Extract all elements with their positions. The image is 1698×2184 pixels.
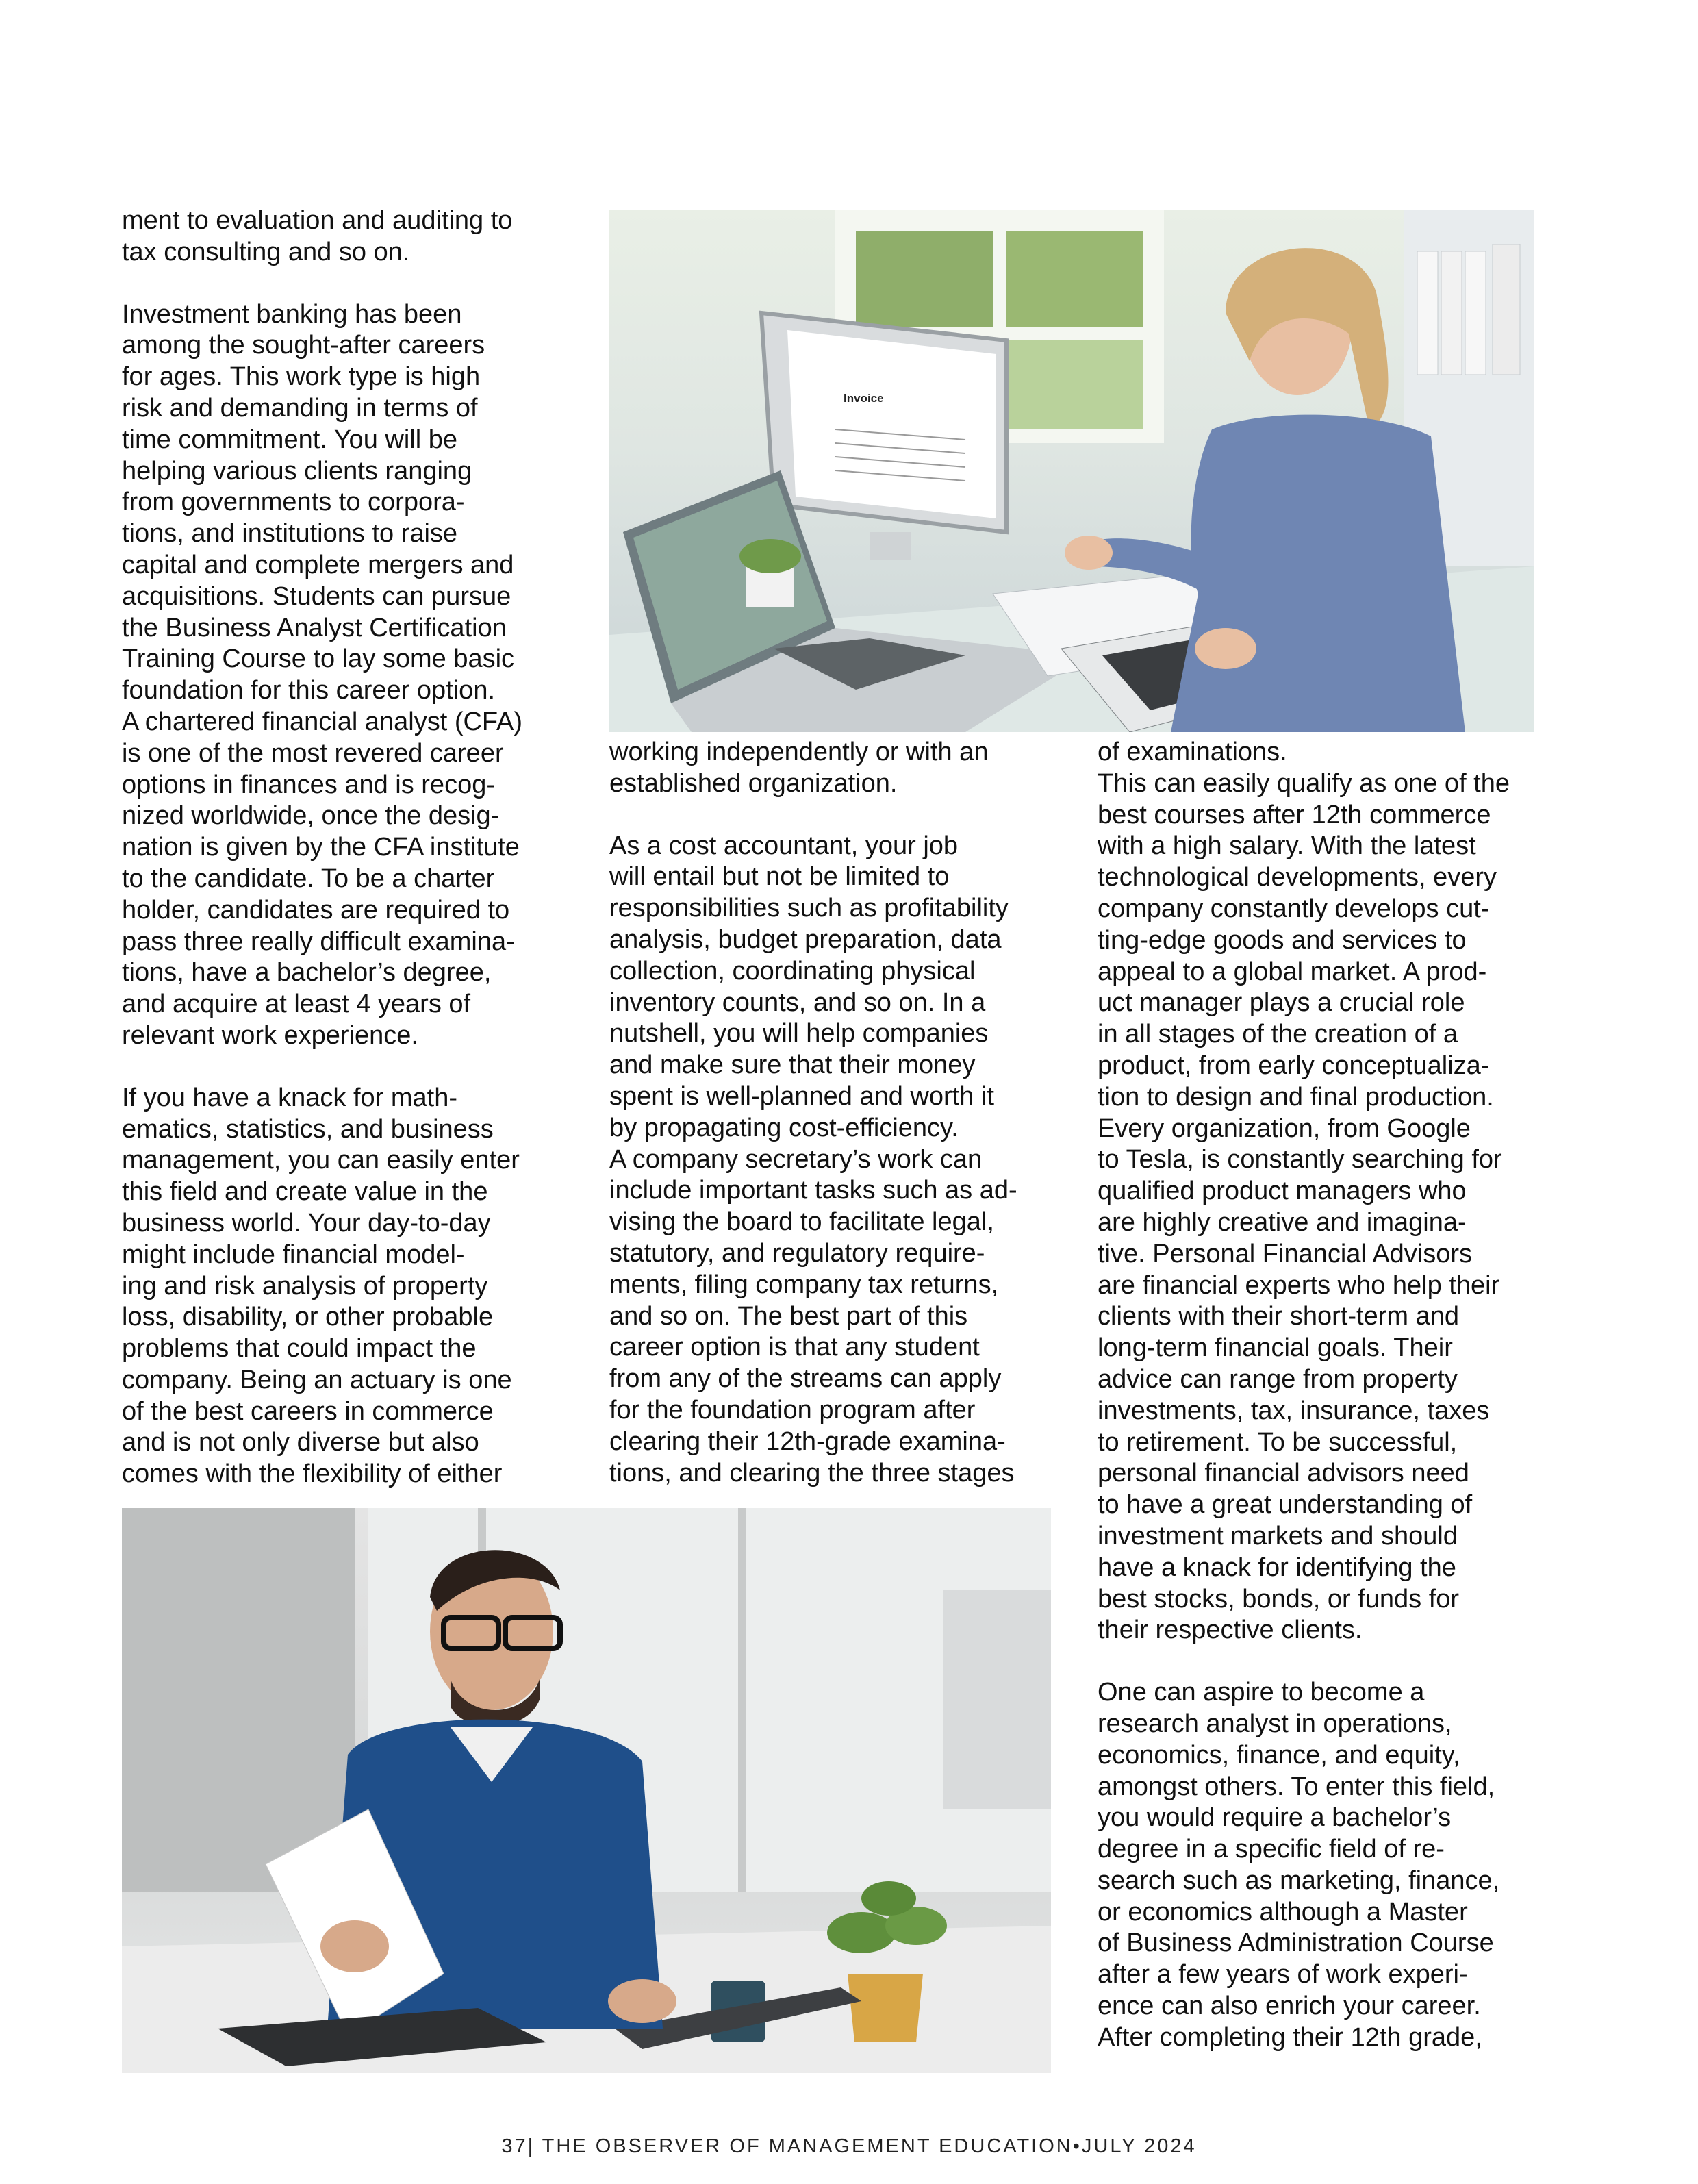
businessman-illustration: [122, 1508, 1051, 2073]
paragraph: of examinations. This can easily qualify as one of the best courses after 12th commerce with a high salary. With the latest technological developments, every company constantly develops cut- ting-edge goods and services to appeal to a global market. A prod- uct manager plays a crucial role in all stages of the creation of a product, from early conceptualiza- tion to design and final production. Every organization, from Google to Tesla, is constantly searching for qualified product managers who are highly creative and imagina- tive. Personal Financial Advisors are financial experts who help their clients with their short-term and long-term financial goals. Their advice can range from property investments, tax, insurance, taxes to retirement. To be successful, personal financial advisors need to have a great understanding of investment markets and should have a knack for identifying the best stocks, bonds, or funds for their respective clients.: [1098, 738, 1510, 1645]
paragraph: ment to evaluation and auditing to tax consulting and so on.: [122, 206, 513, 266]
monitor-invoice-heading: Invoice: [844, 392, 884, 405]
paragraph: If you have a knack for math- ematics, statistics, and business management, you can easily enter this field and create value in the business world. Your day-to-day might include financial model- ing and risk analysis of property loss, disability, or other probable problems that could impact the company. Being an actuary is one of the best careers in commerce and is not only diverse but also comes with the flexibility of either: [122, 1083, 520, 1489]
article-column-1: [122, 205, 574, 1490]
page-footer: 37| THE OBSERVER OF MANAGEMENT EDUCATION•JULY 2024: [501, 2135, 1197, 2157]
office-worker-illustration: [609, 210, 1534, 732]
article-column-3: [1098, 737, 1549, 2054]
paragraph: As a cost accountant, your job will entail but not be limited to responsibilities such as profitability analysis, budget preparation, data collection, coordinating physical inventory counts, and so on. In a nutshell, you will help companies and make sure that their money spent is well-planned and worth it by propagating cost-efficiency. A company secretary’s work can include important tasks such as ad- vising the board to facilitate legal, statutory, and regulatory require- ments, filing company tax returns, and so on. The best part of this career option is that any student from any of the streams can apply for the foundation program after clearing their 12th-grade examina- tions, and clearing the three stages: [609, 831, 1017, 1488]
office-worker-photo: [609, 210, 1534, 732]
article-column-2: [609, 737, 1075, 1489]
paragraph: Investment banking has been among the sought-after careers for ages. This work type is high risk and demanding in terms of time commitment. You will be helping various clients ranging from governments to corpora- tions, and institutions to raise capital and complete mergers and acquisitions. Students can pursue the Business Analyst Certification Training Course to lay some basic foundation for this career option. A chartered financial analyst (CFA) is one of the most revered career options in finances and is recog- nized worldwide, once the desig- nation is given by the CFA institute to the candidate. To be a charter holder, candidates are required to pass three really difficult examina- tions, have a bachelor’s degree, and acquire at least 4 years of relevant work experience.: [122, 299, 523, 1050]
paragraph: One can aspire to become a research analyst in operations, economics, finance, and equity, amongst others. To enter this field, you would require a bachelor’s degree in a specific field of re- search such as marketing, finance, or economics although a Master of Business Administration Course after a few years of work experi- ence can also enrich your career. After completing their 12th grade,: [1098, 1678, 1500, 2052]
paragraph: working independently or with an established organization.: [609, 738, 989, 798]
businessman-photo: [122, 1508, 1051, 2073]
